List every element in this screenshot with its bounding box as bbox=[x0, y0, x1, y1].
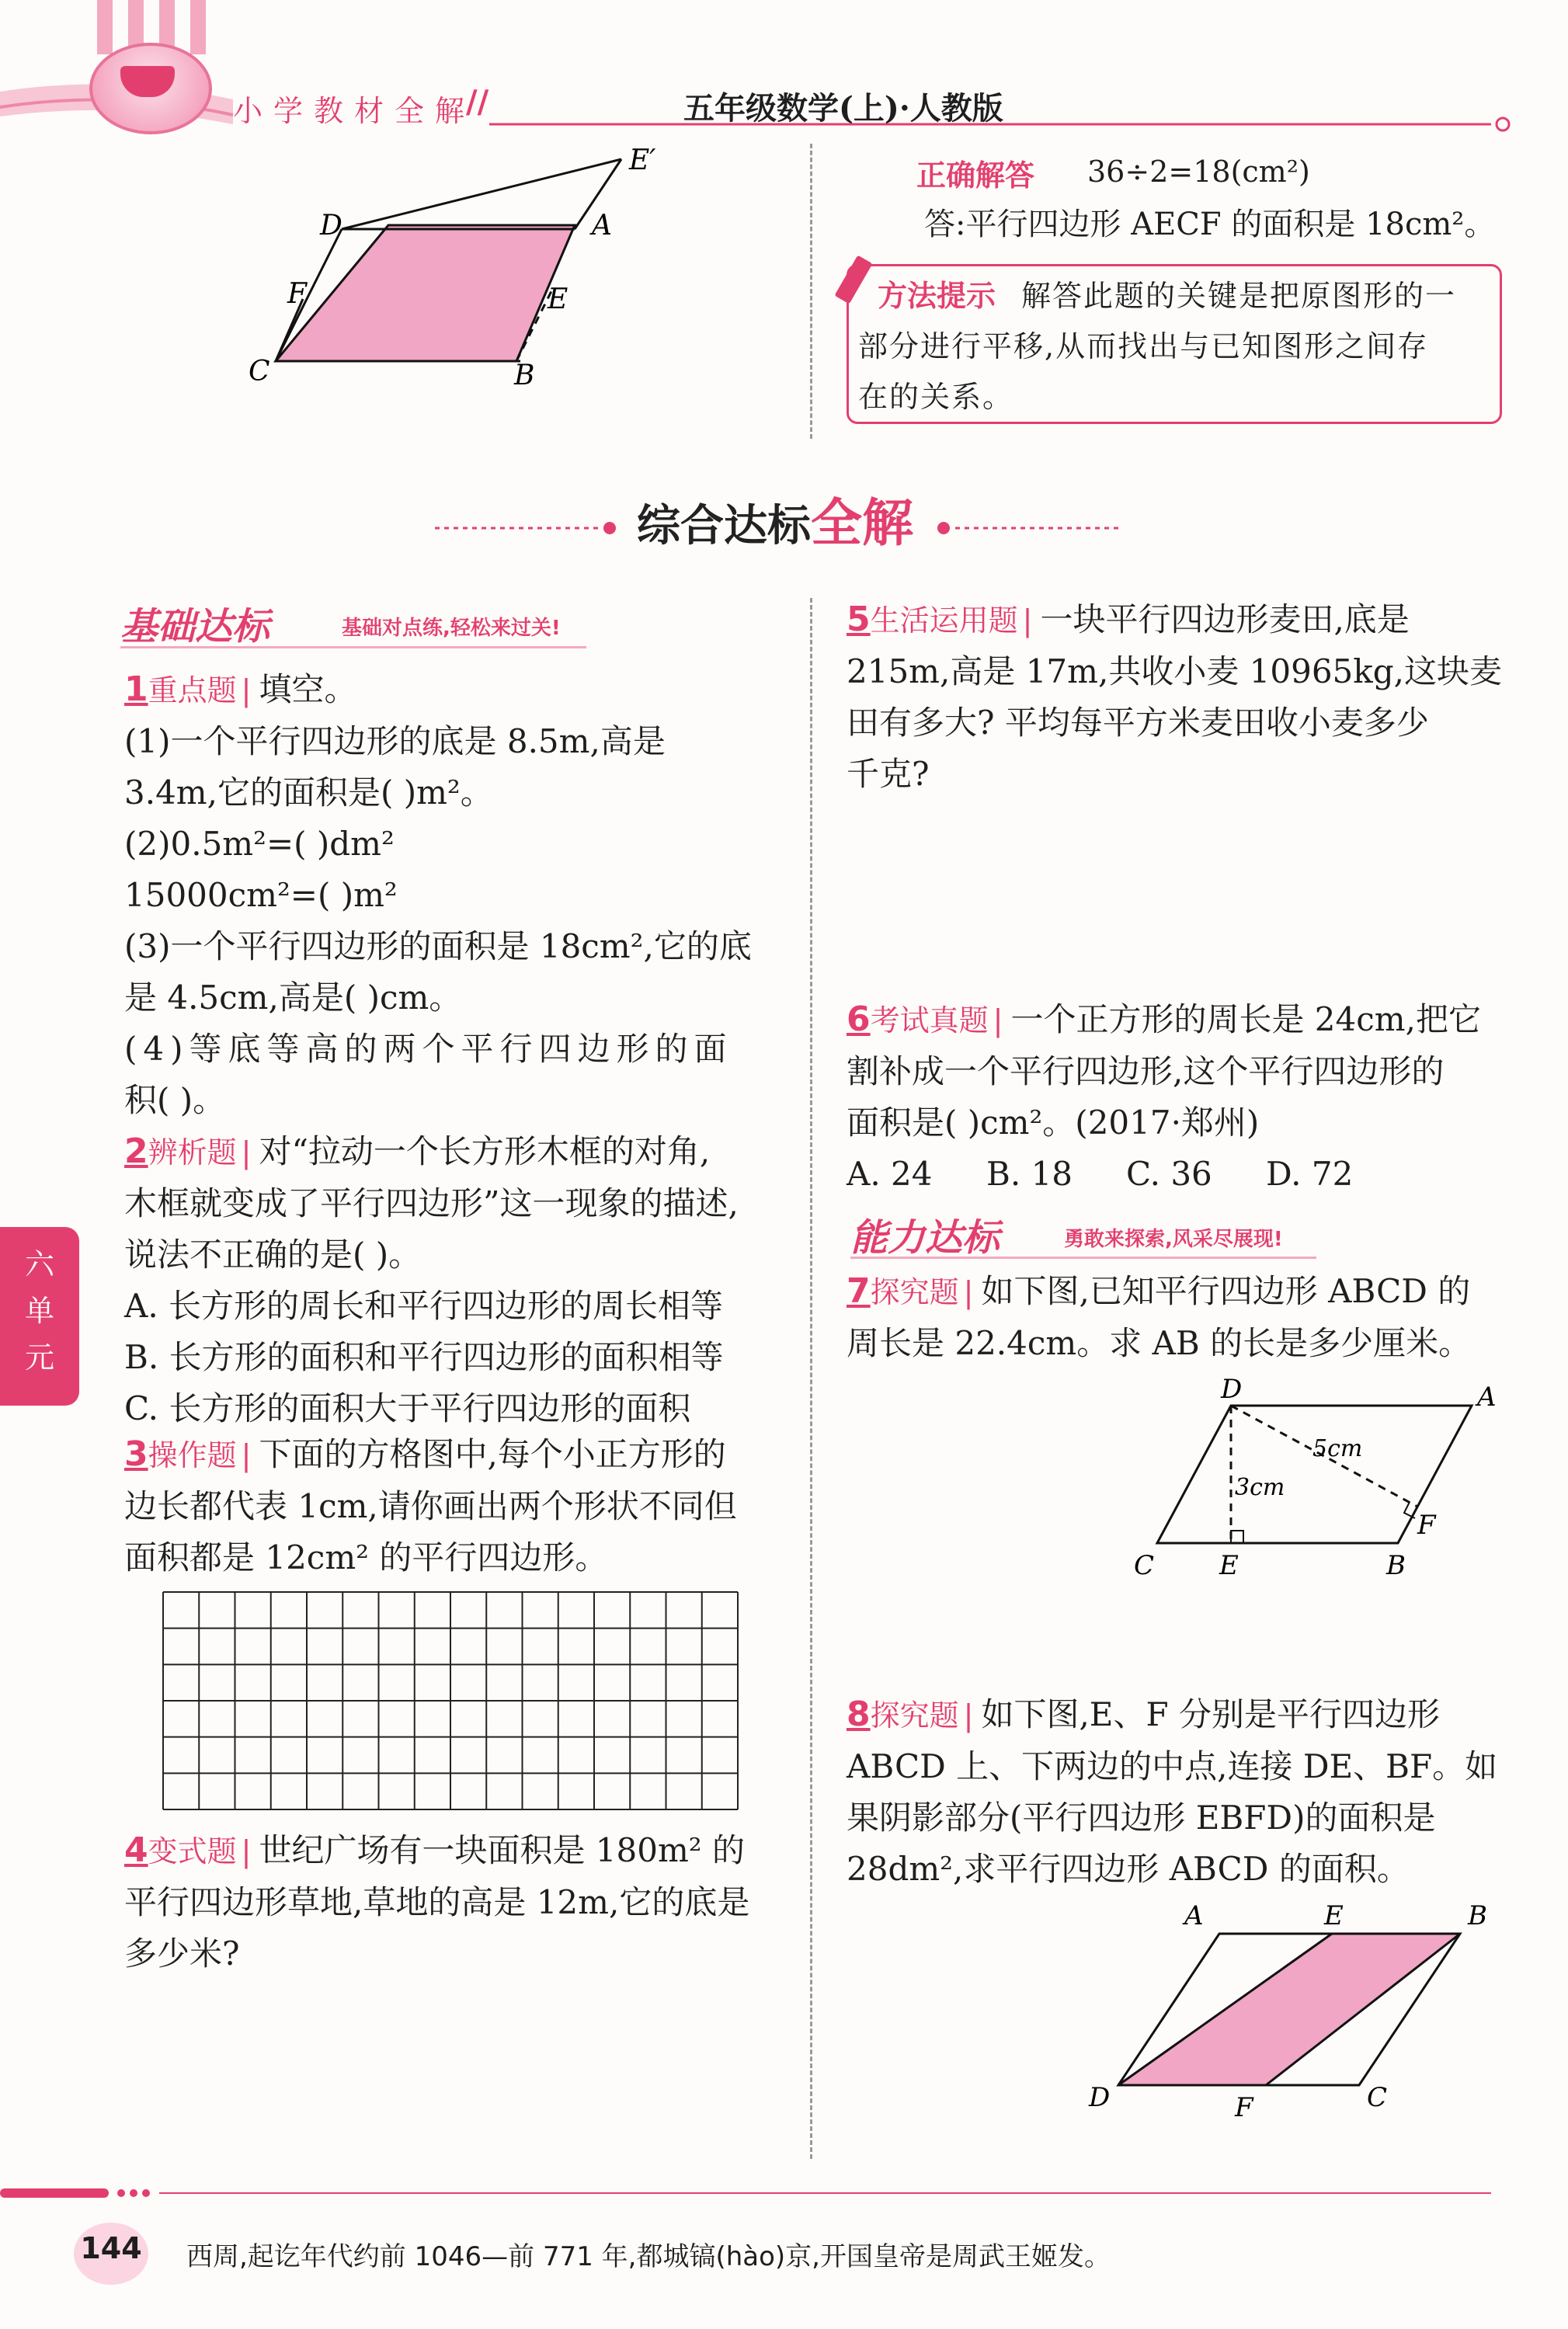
q5-line3: 田有多大? 平均每平方米麦田收小麦多少 bbox=[847, 704, 1429, 742]
q3-line3: 面积都是 12cm² 的平行四边形。 bbox=[124, 1538, 608, 1576]
q6-line1: 一个正方形的周长是 24cm,把它 bbox=[1010, 1000, 1481, 1038]
answer-text: 答:平行四边形 AECF 的面积是 18cm²。 bbox=[924, 207, 1496, 242]
q6 bbox=[847, 994, 1514, 1200]
label-a: A bbox=[592, 210, 612, 242]
q6-head: 6考试真题 | 一个正方形的周长是 24cm,把它 bbox=[847, 999, 1481, 1039]
q3-line2: 边长都代表 1cm,请你画出两个形状不同但 bbox=[124, 1487, 737, 1525]
section-title-part2: 全解 bbox=[811, 493, 913, 553]
basic-section-sub: 基础对点练,轻松来过关! bbox=[342, 617, 561, 640]
q1 bbox=[124, 664, 792, 1126]
book-title: 五年级数学(上)·人教版 bbox=[683, 90, 1003, 127]
q6-line2: 割补成一个平行四边形,这个平行四边形的 bbox=[847, 1052, 1445, 1090]
q3-head: 3操作题 | 下面的方格图中,每个小正方形的 bbox=[124, 1434, 726, 1474]
q2 bbox=[124, 1126, 792, 1434]
q8-label-c: C bbox=[1367, 2082, 1388, 2113]
footer-rule bbox=[0, 2182, 1568, 2206]
q2-option-c: C. 长方形的面积大于平行四边形的面积 bbox=[124, 1389, 691, 1427]
q5-head: 5生活运用题 | 一块平行四边形麦田,底是 bbox=[847, 600, 1410, 639]
q1-tag: 重点题 bbox=[148, 673, 237, 707]
q3-tag: 操作题 bbox=[148, 1438, 237, 1472]
q8-line4: 28dm²,求平行四边形 ABCD 的面积。 bbox=[847, 1850, 1410, 1888]
q8-line1: 如下图,E、F 分别是平行四边形 bbox=[981, 1695, 1440, 1733]
side-tab-char3: 元 bbox=[24, 1340, 54, 1375]
q8 bbox=[847, 1689, 1514, 1895]
answer-label: 正确解答 bbox=[916, 158, 1035, 193]
q2-line2: 木框就变成了平行四边形”这一现象的描述, bbox=[124, 1184, 739, 1222]
q2-num: 2 bbox=[124, 1131, 148, 1171]
q4-line2: 平行四边形草地,草地的高是 12m,它的底是 bbox=[124, 1883, 750, 1921]
q6-tag: 考试真题 bbox=[870, 1003, 989, 1038]
method-tip-line3: 在的关系。 bbox=[858, 380, 1014, 414]
q2-line1: 对“拉动一个长方形木框的对角, bbox=[259, 1132, 711, 1170]
q5-line2: 215m,高是 17m,共收小麦 10965kg,这块麦 bbox=[847, 652, 1502, 690]
answer-calc: 36÷2=18(cm²) bbox=[1087, 155, 1310, 189]
q3-grid[interactable] bbox=[155, 1588, 746, 1813]
q4 bbox=[124, 1825, 792, 1980]
q6-options bbox=[847, 1149, 1514, 1200]
label-e-prime: E′ bbox=[629, 148, 656, 176]
q8-label-d: D bbox=[1089, 2082, 1111, 2113]
ability-section-sub: 勇敢来探索,风采尽展现! bbox=[1064, 1228, 1283, 1251]
label-e: E bbox=[548, 283, 568, 315]
method-tip-line2: 部分进行平移,从而找出与已知图形之间存 bbox=[858, 329, 1429, 363]
q2-option-b: B. 长方形的面积和平行四边形的面积相等 bbox=[124, 1338, 724, 1376]
label-b: B bbox=[514, 360, 535, 391]
q3-line1: 下面的方格图中,每个小正方形的 bbox=[259, 1435, 726, 1473]
q8-label-f: F bbox=[1235, 2092, 1253, 2123]
q2-option-a: A. 长方形的周长和平行四边形的周长相等 bbox=[124, 1287, 724, 1325]
label-f: F bbox=[287, 278, 307, 310]
q2-tag: 辨析题 bbox=[148, 1135, 237, 1170]
series-slash: // bbox=[466, 84, 489, 120]
q8-label-e: E bbox=[1324, 1900, 1344, 1931]
q4-head: 4变式题 | 世纪广场有一块面积是 180m² 的 bbox=[124, 1830, 745, 1870]
q8-line3: 果阴影部分(平行四边形 EBFD)的面积是 bbox=[847, 1799, 1436, 1837]
method-tip-label: 方法提示 bbox=[878, 279, 996, 313]
q1-stem: 填空。 bbox=[259, 670, 357, 708]
q1-num: 1 bbox=[124, 669, 148, 709]
q1-line2: 3.4m,它的面积是( )m²。 bbox=[124, 773, 493, 812]
q8-line2: ABCD 上、下两边的中点,连接 DE、BF。如 bbox=[847, 1747, 1498, 1785]
column-divider bbox=[810, 144, 812, 439]
basic-underline bbox=[120, 646, 586, 648]
q7-tag: 探究题 bbox=[870, 1275, 959, 1309]
footer-note: 西周,起讫年代约前 1046—前 771 年,都城镐(hào)京,开国皇帝是周武王姬发。 bbox=[186, 2241, 1111, 2272]
q7-label-len2: 3cm bbox=[1235, 1474, 1285, 1501]
q7-figure bbox=[1118, 1371, 1507, 1588]
series-title: 小学教材全解 bbox=[233, 94, 476, 128]
q1-line4: 15000cm²=( )m² bbox=[124, 876, 398, 914]
q5 bbox=[847, 594, 1514, 800]
q6-num: 6 bbox=[847, 999, 871, 1039]
page-number: 144 bbox=[80, 2231, 142, 2265]
q1-line3: (2)0.5m²=( )dm² bbox=[124, 825, 395, 863]
q1-line6: 是 4.5cm,高是( )cm。 bbox=[124, 979, 462, 1017]
q6-option-b: B. 18 bbox=[986, 1155, 1073, 1193]
q2-head: 2辨析题 | 对“拉动一个长方形木框的对角, bbox=[124, 1131, 711, 1171]
q4-line3: 多少米? bbox=[124, 1934, 240, 1973]
q7-label-c: C bbox=[1134, 1550, 1155, 1581]
q5-num: 5 bbox=[847, 600, 871, 639]
q1-line8: 积( )。 bbox=[124, 1081, 226, 1119]
q8-head: 8探究题 | 如下图,E、F 分别是平行四边形 bbox=[847, 1695, 1440, 1734]
column-divider-lower bbox=[810, 598, 812, 2159]
section-title-part1: 综合达标 bbox=[637, 501, 811, 551]
basic-section-title: 基础达标 bbox=[120, 605, 270, 648]
q1-head: 1重点题 | 填空。 bbox=[124, 669, 357, 709]
q8-label-a: A bbox=[1184, 1900, 1204, 1931]
q4-num: 4 bbox=[124, 1830, 148, 1870]
q7-label-b: B bbox=[1386, 1550, 1406, 1581]
method-tip-line1: 解答此题的关键是把原图形的一 bbox=[1021, 279, 1457, 313]
ability-underline bbox=[850, 1257, 1316, 1259]
q7-num: 7 bbox=[847, 1271, 871, 1311]
q7-line1: 如下图,已知平行四边形 ABCD 的 bbox=[981, 1272, 1471, 1310]
q7-label-d: D bbox=[1221, 1374, 1243, 1405]
q7-label-e: E bbox=[1219, 1550, 1239, 1581]
label-c: C bbox=[249, 356, 270, 388]
q8-num: 8 bbox=[847, 1695, 871, 1734]
q4-tag: 变式题 bbox=[148, 1834, 237, 1868]
side-tab-char2: 单 bbox=[24, 1294, 54, 1328]
q3 bbox=[124, 1429, 792, 1583]
q1-line5: (3)一个平行四边形的面积是 18cm²,它的底 bbox=[124, 927, 752, 965]
q7-label-len1: 5cm bbox=[1312, 1435, 1363, 1462]
q8-label-b: B bbox=[1468, 1900, 1487, 1931]
q5-line4: 千克? bbox=[847, 755, 930, 793]
q6-option-a: A. 24 bbox=[847, 1155, 933, 1193]
q7-line2: 周长是 22.4cm。求 AB 的长是多少厘米。 bbox=[847, 1324, 1472, 1362]
q7-label-a: A bbox=[1477, 1382, 1497, 1413]
label-d: D bbox=[320, 210, 342, 242]
q7 bbox=[847, 1266, 1514, 1369]
q3-num: 3 bbox=[124, 1434, 148, 1474]
top-parallelogram-figure bbox=[233, 148, 668, 404]
q2-line3: 说法不正确的是( )。 bbox=[124, 1236, 422, 1274]
q4-line1: 世纪广场有一块面积是 180m² 的 bbox=[259, 1831, 745, 1869]
q6-option-d: D. 72 bbox=[1266, 1155, 1354, 1193]
q7-label-f: F bbox=[1417, 1510, 1436, 1541]
q5-line1: 一块平行四边形麦田,底是 bbox=[1040, 600, 1410, 638]
q6-line3: 面积是( )cm²。(2017·郑州) bbox=[847, 1104, 1260, 1142]
q1-line1: (1)一个平行四边形的底是 8.5m,高是 bbox=[124, 722, 666, 760]
unit-side-tab bbox=[0, 1227, 79, 1406]
ability-section-title: 能力达标 bbox=[850, 1216, 1000, 1260]
side-tab-char1: 六 bbox=[24, 1247, 54, 1281]
q1-line7: (4)等底等高的两个平行四边形的面 bbox=[124, 1030, 733, 1068]
q7-head: 7探究题 | 如下图,已知平行四边形 ABCD 的 bbox=[847, 1271, 1471, 1311]
q6-option-c: C. 36 bbox=[1126, 1155, 1212, 1193]
section-title bbox=[637, 481, 913, 555]
q8-figure bbox=[1080, 1895, 1514, 2128]
q8-tag: 探究题 bbox=[870, 1698, 959, 1733]
q5-tag: 生活运用题 bbox=[870, 603, 1018, 638]
